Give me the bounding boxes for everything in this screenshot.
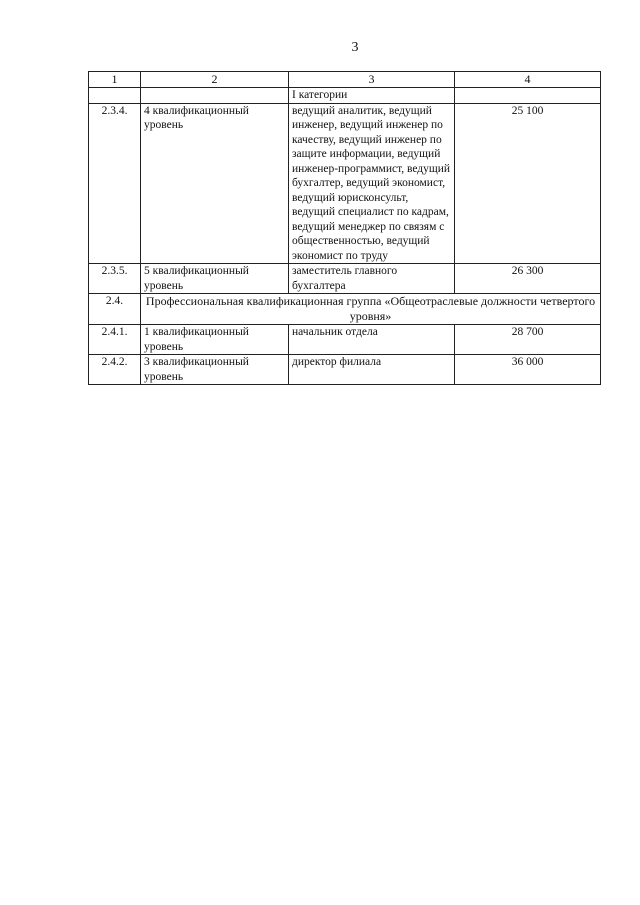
column-header: 3 <box>289 72 455 88</box>
continuation-cell: I категории <box>289 88 455 104</box>
table-cell <box>455 88 601 104</box>
column-header: 4 <box>455 72 601 88</box>
qualification-level: 4 квалификационный уровень <box>141 103 289 264</box>
salary-value: 36 000 <box>455 355 601 385</box>
salary-value: 26 300 <box>455 264 601 294</box>
salary-value: 25 100 <box>455 103 601 264</box>
group-title: Профессиональная квалификационная группа «Общеотраслевые должности четвертого уровня» <box>141 294 601 325</box>
column-header: 1 <box>89 72 141 88</box>
column-header: 2 <box>141 72 289 88</box>
group-code: 2.4. <box>89 294 141 325</box>
position-list: заместитель главного бухгалтера <box>289 264 455 294</box>
row-code: 2.4.1. <box>89 325 141 355</box>
qualification-level: 1 квалификационный уровень <box>141 325 289 355</box>
table-row <box>89 355 601 385</box>
table-cell <box>89 88 141 104</box>
page-number: 3 <box>351 40 359 55</box>
table-header-row <box>89 72 601 88</box>
table-row <box>89 264 601 294</box>
table-row <box>89 103 601 264</box>
qualification-level: 3 квалификационный уровень <box>141 355 289 385</box>
row-code: 2.3.5. <box>89 264 141 294</box>
table-row <box>89 325 601 355</box>
row-code: 2.3.4. <box>89 103 141 264</box>
position-list: ведущий аналитик, ведущий инженер, ведущий инженер по качеству, ведущий инженер по защите информации, ведущий инженер-программист, ведущий бухгалтер, ведущий экономист, ведущий юрисконсульт, ведущий специалист по кадрам, ведущий менеджер по связям с общественностью, ведущий экономист по труду <box>289 103 455 264</box>
qualification-level: 5 квалификационный уровень <box>141 264 289 294</box>
table-cell <box>141 88 289 104</box>
group-row <box>89 294 601 325</box>
salary-table <box>88 71 601 385</box>
row-code: 2.4.2. <box>89 355 141 385</box>
continuation-row <box>89 88 601 104</box>
position-list: директор филиала <box>289 355 455 385</box>
position-list: начальник отдела <box>289 325 455 355</box>
salary-value: 28 700 <box>455 325 601 355</box>
